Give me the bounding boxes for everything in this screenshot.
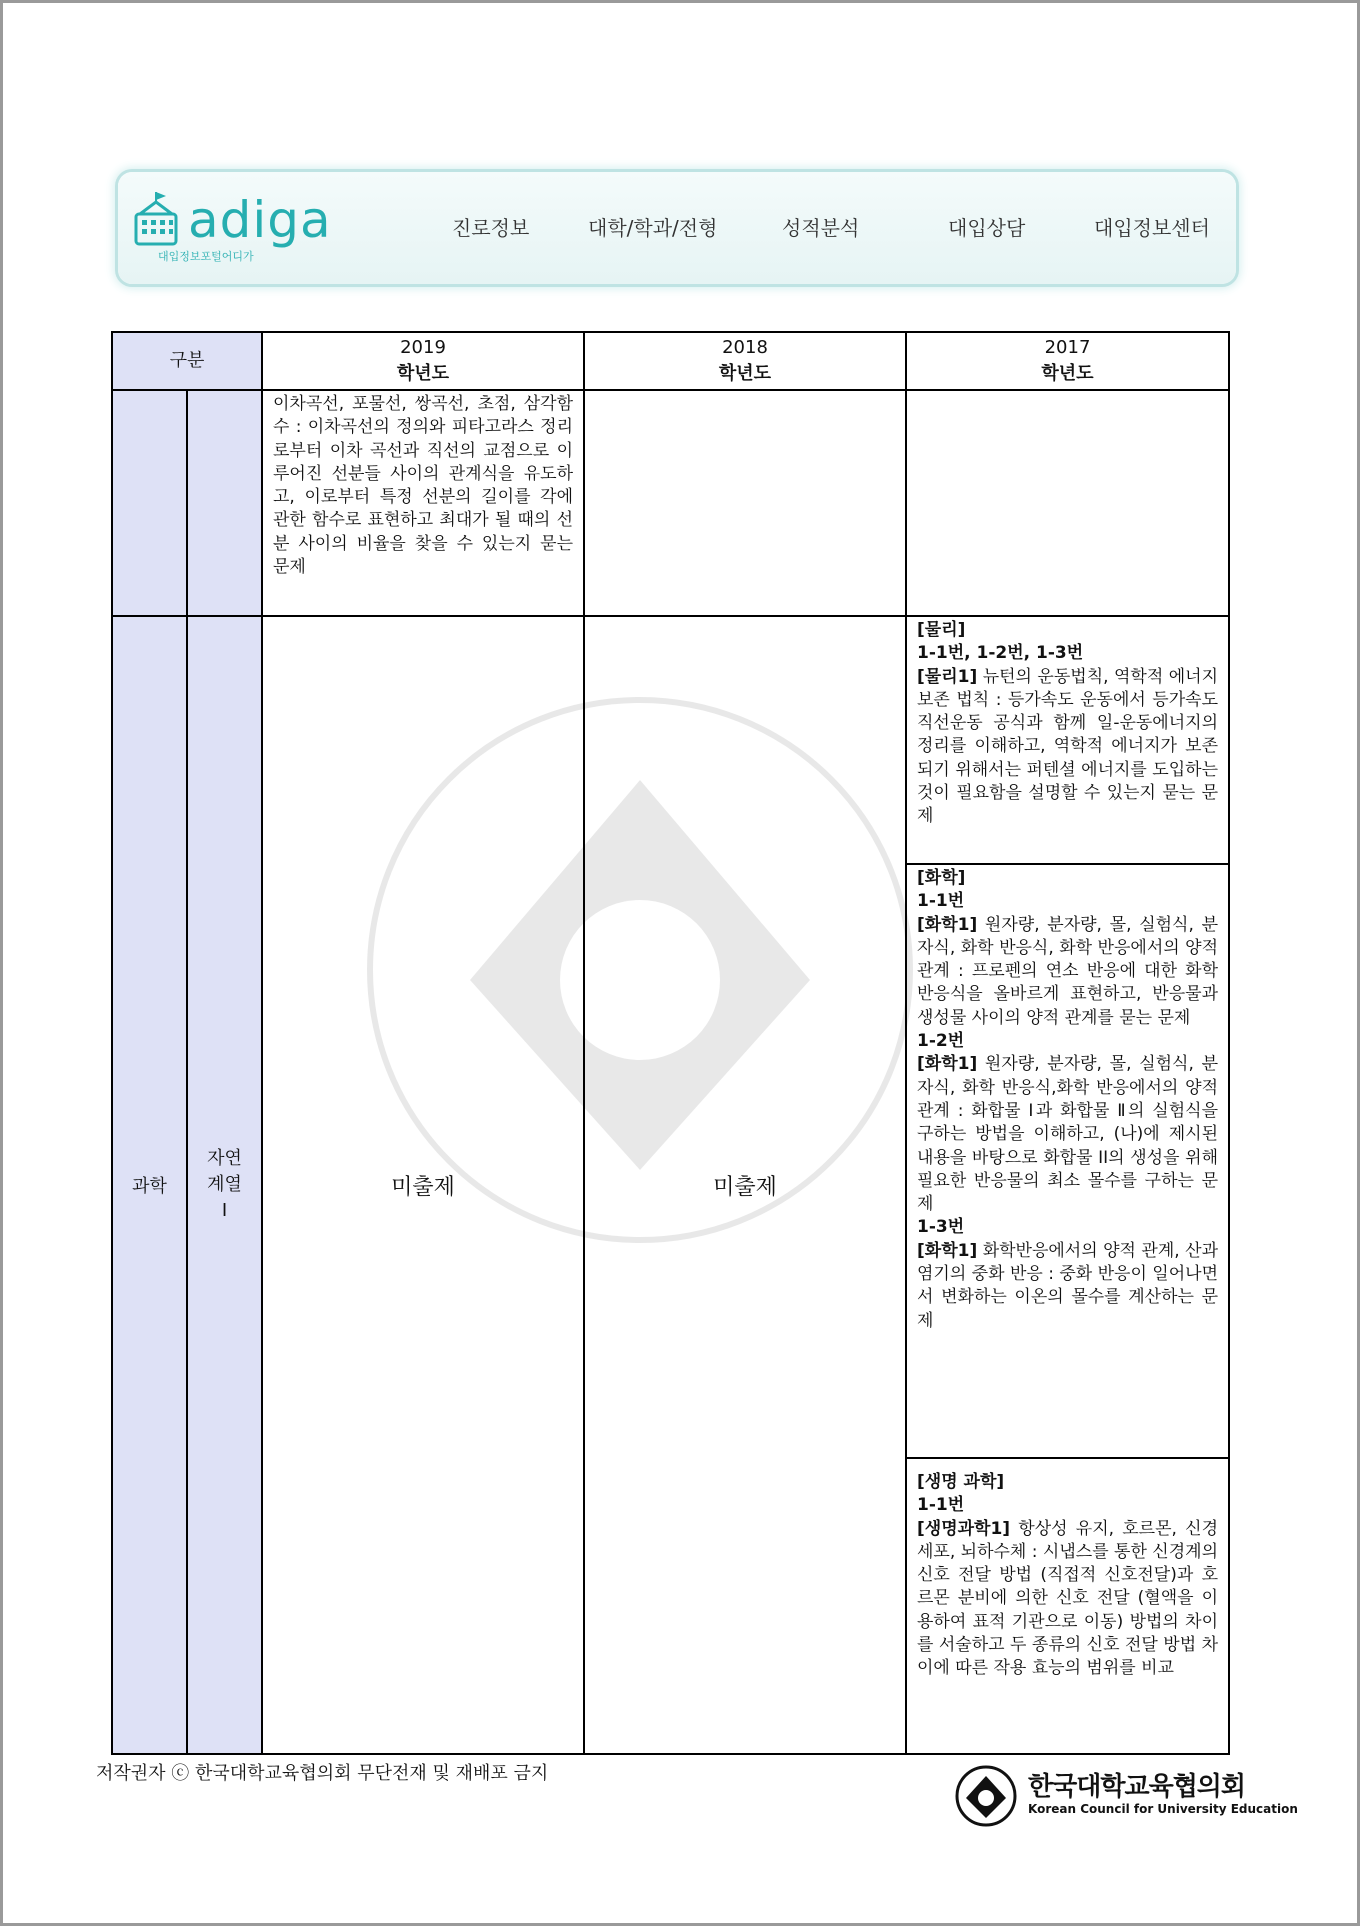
track-label-cell: 자연계열 Ⅰ: [187, 616, 262, 1754]
table-row: [112, 616, 1229, 864]
table-row: [112, 390, 1229, 616]
exam-table: [111, 331, 1230, 1755]
nav-admission-counsel[interactable]: 대입상담: [948, 216, 1026, 240]
header-category: 구분: [112, 332, 262, 390]
nav-admission-center[interactable]: 대입정보센터: [1094, 216, 1210, 240]
row1-2017-cell: [906, 390, 1229, 616]
not-set-2019-cell: 미출제: [262, 616, 584, 1754]
kcue-seal-icon: [952, 1764, 1022, 1828]
not-set-2018-cell: 미출제: [584, 616, 906, 1754]
table-header-row: [112, 332, 1229, 390]
header-banner: [118, 172, 1236, 284]
track-cell: [187, 390, 262, 616]
adiga-logo[interactable]: [132, 190, 362, 270]
row1-2019-cell: 이차곡선, 포물선, 쌍곡선, 초점, 삼각함수 : 이차곡선의 정의와 피타고라스 정리로부터 이차 곡선과 직선의 교점으로 이루어진 선분들 사이의 관계식을 유도하고, 이로부터 특정 선분의 길이를 각에 관한 함수로 표현하고 최대가 될 때의 선분 사이의 비율을 찾을 수 있는지 묻는 문제: [262, 390, 584, 616]
nav-career-info[interactable]: 진로정보: [452, 216, 530, 240]
subject-cell: 과학: [112, 616, 187, 1754]
category-cell: [112, 390, 187, 616]
building-icon: [132, 192, 188, 252]
header-2019: 2019 학년도: [262, 332, 584, 390]
logo-subtitle: 대입정보포털어디가: [158, 250, 254, 263]
logo-wordmark: adiga: [188, 191, 332, 249]
header-2017: 2017 학년도: [906, 332, 1229, 390]
nav-grade-analysis[interactable]: 성적분석: [782, 216, 860, 240]
row1-2018-cell: [584, 390, 906, 616]
kcue-name: 한국대학교육협의회: [1028, 1772, 1246, 1802]
biology-cell: [생명 과학] 1-1번 [생명과학1] 항상성 유지, 호르몬, 신경 세포, 뇌하수체 : 시냅스를 통한 신경계의 신호 전달 방법 (직접적 신호전달)과 호르몬 분비에 의한 신호 전달 (혈액을 이용하여 표적 기관으로 이동) 방법의 차이를 서술하고 두 종류의 신호 전달 방법 차이에 따른 작용 효능의 범위를 비교: [906, 1458, 1229, 1754]
nav-university-dept[interactable]: 대학/학과/전형: [588, 216, 718, 240]
physics-cell: [물리] 1-1번, 1-2번, 1-3번 [물리1] 뉴턴의 운동법칙, 역학적 에너지 보존 법칙 : 등가속도 운동에서 등가속도 직선운동 공식과 함께 일-운동에너지의 정리를 이해하고, 역학적 에너지가 보존되기 위해서는 퍼텐셜 에너지를 도입하는 것이 필요함을 설명할 수 있는지 묻는 문제: [906, 616, 1229, 864]
header-2018: 2018 학년도: [584, 332, 906, 390]
kcue-english-name: Korean Council for University Education: [1028, 1802, 1298, 1816]
copyright-notice: 저작권자 ⓒ 한국대학교육협의회 무단전재 및 재배포 금지: [96, 1763, 549, 1784]
chemistry-cell: [화학] 1-1번 [화학1] 원자량, 분자량, 몰, 실험식, 분자식, 화학 반응식, 화학 반응에서의 양적 관계 : 프로펜의 연소 반응에 대한 화학 반응식을 올바르게 표현하고, 반응물과 생성물 사이의 양적 관계를 묻는 문제 1-2번 [화학1] 원자량, 분자량, 몰, 실험식, 분자식, 화학 반응식,화학 반응에서의 양적 관계 : 화합물 Ⅰ과 화합물 Ⅱ의 실험식을 구하는 방법을 이해하고, (나)에 제시된 내용을 바탕으로 화합물 II의 생성을 위해 필요한 반응물의 최소 몰수를 구하는 문제 1-3번 [화학1] 화학반응에서의 양적 관계, 산과 염기의 중화 반응 : 중화 반응이 일어나면서 변화하는 이온의 몰수를 계산하는 문제: [906, 864, 1229, 1458]
kcue-logo: [952, 1764, 1298, 1828]
